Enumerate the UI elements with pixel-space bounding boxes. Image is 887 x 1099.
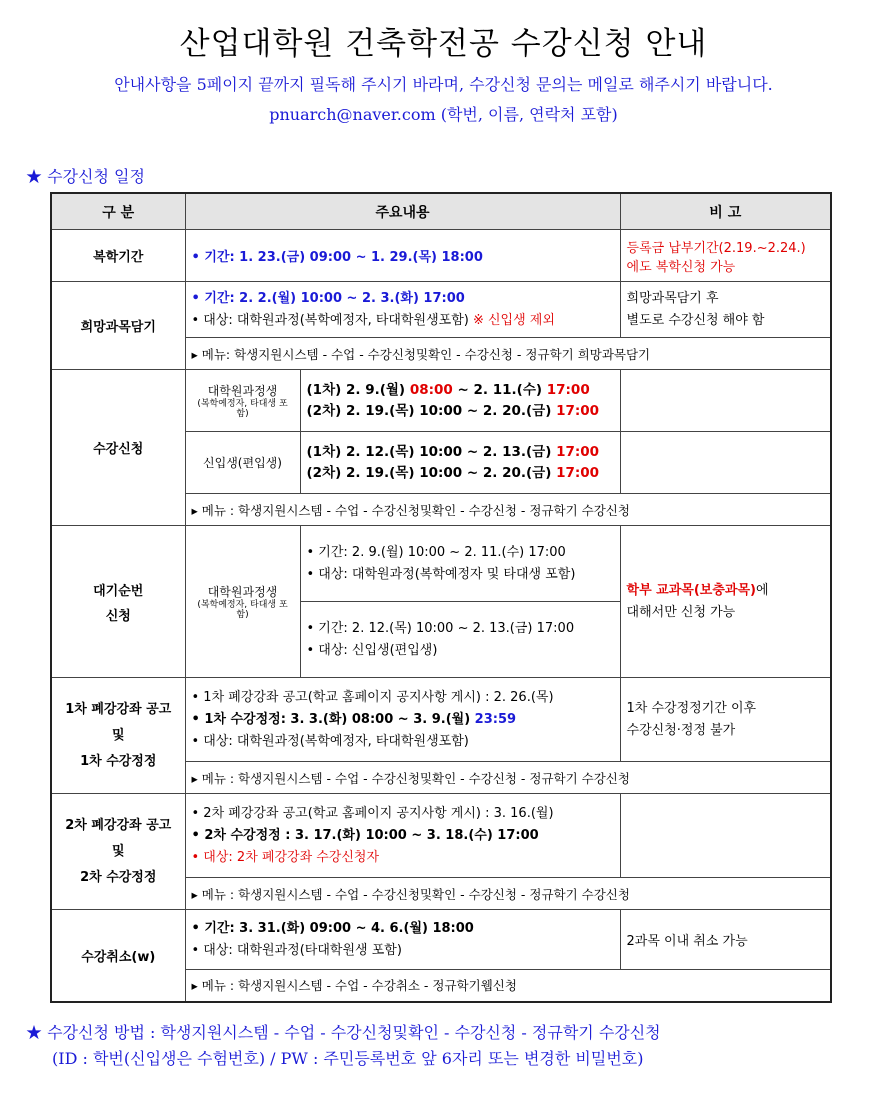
- note-line: 등록금 납부기간(2.19.~2.24.): [626, 240, 806, 256]
- category-line: 및: [111, 727, 125, 743]
- sub-category: [185, 526, 300, 678]
- row-category: 희망과목담기: [51, 282, 185, 370]
- time: 17:00: [546, 381, 590, 398]
- category-line: 1차 폐강강좌 공고: [65, 701, 172, 717]
- note-line: 에도 복학신청 가능: [626, 259, 736, 275]
- schedule-table: [50, 192, 832, 1003]
- row-note: [620, 526, 831, 678]
- text: 에: [755, 582, 769, 598]
- schedule-line: [307, 442, 614, 463]
- notice-text: 안내사항을 5페이지 끝까지 필독해 주시기 바라며, 수강신청 문의는 메일로 해주시기 바랍니다.: [114, 75, 773, 94]
- menu-path: ▸ 메뉴 : 학생지원시스템 - 수업 - 수강신청및확인 - 수강신청 - 정규학기 수강신청: [185, 494, 831, 526]
- menu-path: ▸ 메뉴 : 학생지원시스템 - 수업 - 수강신청및확인 - 수강신청 - 정규학기 수강신청: [185, 762, 831, 794]
- exclude-note: ※ 신입생 제외: [468, 312, 555, 328]
- row-note: [620, 432, 831, 494]
- category-line: 2차 수강정정: [80, 869, 157, 885]
- page-title: 산업대학원 건축학전공 수강신청 안내: [179, 26, 708, 62]
- period-text: • 기간: 2. 12.(목) 10:00 ~ 2. 13.(금) 17:00: [306, 620, 575, 636]
- menu-path: ▸ 메뉴 : 학생지원시스템 - 수업 - 수강취소 - 정규학기웹신청: [185, 970, 831, 1002]
- content-line: [192, 709, 614, 731]
- row-content: [185, 282, 620, 338]
- period-text: • 기간: 1. 23.(금) 09:00 ~ 1. 29.(목) 18:00: [185, 230, 620, 282]
- contact-email: pnuarch@naver.com (학번, 이름, 연락처 포함): [269, 105, 618, 124]
- header-category: 구 분: [51, 193, 185, 230]
- note-line: 1차 수강정정기간 이후: [626, 700, 757, 716]
- sub-label: 대학원과정생: [207, 585, 278, 599]
- highlight: 학부 교과목(보충과목): [626, 582, 756, 598]
- row-category: 복학기간: [51, 230, 185, 282]
- time: 17:00: [556, 464, 600, 481]
- target-text: • 대상: 신입생(편입생): [306, 642, 438, 658]
- row-category: [51, 794, 185, 910]
- header-content: 주요내용: [185, 193, 620, 230]
- category-line: 신청: [105, 608, 131, 624]
- table-row: [51, 910, 831, 970]
- sub-note: (복학예정자, 타대생 포함): [197, 600, 288, 620]
- schedule-line: [307, 463, 614, 484]
- table-row: [51, 794, 831, 878]
- target-text: • 대상: 대학원과정(복학예정자 및 타대생 포함): [306, 566, 576, 582]
- text: (1차) 2. 12.(목) 10:00 ~ 2. 13.(금): [306, 443, 557, 460]
- period-text: • 기간: 2. 2.(월) 10:00 ~ 2. 3.(화) 17:00: [191, 290, 465, 306]
- table-header-row: [51, 193, 831, 230]
- target-text: [192, 310, 614, 332]
- row-content: [185, 794, 620, 878]
- time: 23:59: [474, 711, 517, 727]
- table-row: [51, 678, 831, 762]
- schedule-cell: [300, 432, 620, 494]
- sub-category: 신입생(편입생): [185, 432, 300, 494]
- schedule-line: [307, 380, 614, 401]
- text: ~ 2. 11.(수): [452, 381, 547, 398]
- schedule-cell: [300, 526, 620, 602]
- sub-note: (복학예정자, 타대생 포함): [197, 399, 288, 419]
- text: (2차) 2. 19.(목) 10:00 ~ 2. 20.(금): [306, 402, 557, 419]
- table-row: [51, 282, 831, 338]
- row-note: [620, 370, 831, 432]
- content-line: • 1차 폐강강좌 공고(학교 홈페이지 공지사항 게시) : 2. 26.(목): [191, 689, 554, 705]
- section-title: ★ 수강신청 일정: [26, 167, 145, 186]
- row-content: [185, 910, 620, 970]
- time: 08:00: [409, 381, 453, 398]
- schedule-cell: [300, 370, 620, 432]
- period-text: • 기간: 3. 31.(화) 09:00 ~ 4. 6.(월) 18:00: [191, 920, 474, 936]
- text: (2차) 2. 19.(목) 10:00 ~ 2. 20.(금): [306, 464, 557, 481]
- target-text: • 대상: 대학원과정(타대학원생 포함): [191, 942, 402, 958]
- note-line: [627, 580, 825, 602]
- footer-method: ★ 수강신청 방법 : 학생지원시스템 - 수업 - 수강신청및확인 - 수강신청 - 정규학기 수강신청: [26, 1023, 661, 1042]
- row-note: 2과목 이내 취소 가능: [620, 910, 831, 970]
- footer-login-info: (ID : 학번(신입생은 수험번호) / PW : 주민등록번호 앞 6자리 또는 변경한 비밀번호): [52, 1049, 644, 1068]
- table-row: [51, 526, 831, 602]
- sub-category: [185, 370, 300, 432]
- note-line: 별도로 수강신청 해야 함: [626, 312, 765, 328]
- sub-label: 대학원과정생: [207, 384, 278, 398]
- row-content: [185, 678, 620, 762]
- text: • 1차 수강정정: 3. 3.(화) 08:00 ~ 3. 9.(월): [191, 711, 475, 727]
- category-line: 및: [111, 843, 125, 859]
- row-note: [620, 230, 831, 282]
- row-note: [620, 282, 831, 338]
- category-line: 1차 수강정정: [80, 753, 157, 769]
- content-line: • 대상: 대학원과정(복학예정자, 타대학원생포함): [191, 733, 469, 749]
- row-category: [51, 678, 185, 794]
- category-line: 대기순번: [93, 583, 144, 599]
- menu-path: ▸ 메뉴: 학생지원시스템 - 수업 - 수강신청및확인 - 수강신청 - 정규학기 희망과목담기: [185, 338, 831, 370]
- schedule-line: [307, 401, 614, 422]
- content-line: • 대상: 2차 폐강강좌 수강신청자: [191, 849, 380, 865]
- content-line: • 2차 폐강강좌 공고(학교 홈페이지 공지사항 게시) : 3. 16.(월): [191, 805, 554, 821]
- table-row: [51, 230, 831, 282]
- content-line: • 2차 수강정정 : 3. 17.(화) 10:00 ~ 3. 18.(수) 17:00: [191, 827, 539, 843]
- category-line: 2차 폐강강좌 공고: [65, 817, 172, 833]
- note-line: 대해서만 신청 가능: [626, 604, 736, 620]
- header-note: 비 고: [620, 193, 831, 230]
- period-text: • 기간: 2. 9.(월) 10:00 ~ 2. 11.(수) 17:00: [306, 544, 566, 560]
- row-category: 수강취소(w): [51, 910, 185, 1002]
- menu-path: ▸ 메뉴 : 학생지원시스템 - 수업 - 수강신청및확인 - 수강신청 - 정규학기 수강신청: [185, 878, 831, 910]
- note-line: 수강신청·정정 불가: [626, 722, 736, 738]
- row-category: [51, 526, 185, 678]
- row-category: 수강신청: [51, 370, 185, 526]
- row-note: [620, 678, 831, 762]
- table-row: [51, 370, 831, 432]
- time: 17:00: [556, 402, 600, 419]
- text: (1차) 2. 9.(월): [306, 381, 410, 398]
- note-line: 희망과목담기 후: [626, 290, 719, 306]
- row-note: [620, 794, 831, 878]
- time: 17:00: [556, 443, 600, 460]
- target-label: • 대상: 대학원과정(복학예정자, 타대학원생포함): [191, 312, 469, 328]
- schedule-cell: [300, 602, 620, 678]
